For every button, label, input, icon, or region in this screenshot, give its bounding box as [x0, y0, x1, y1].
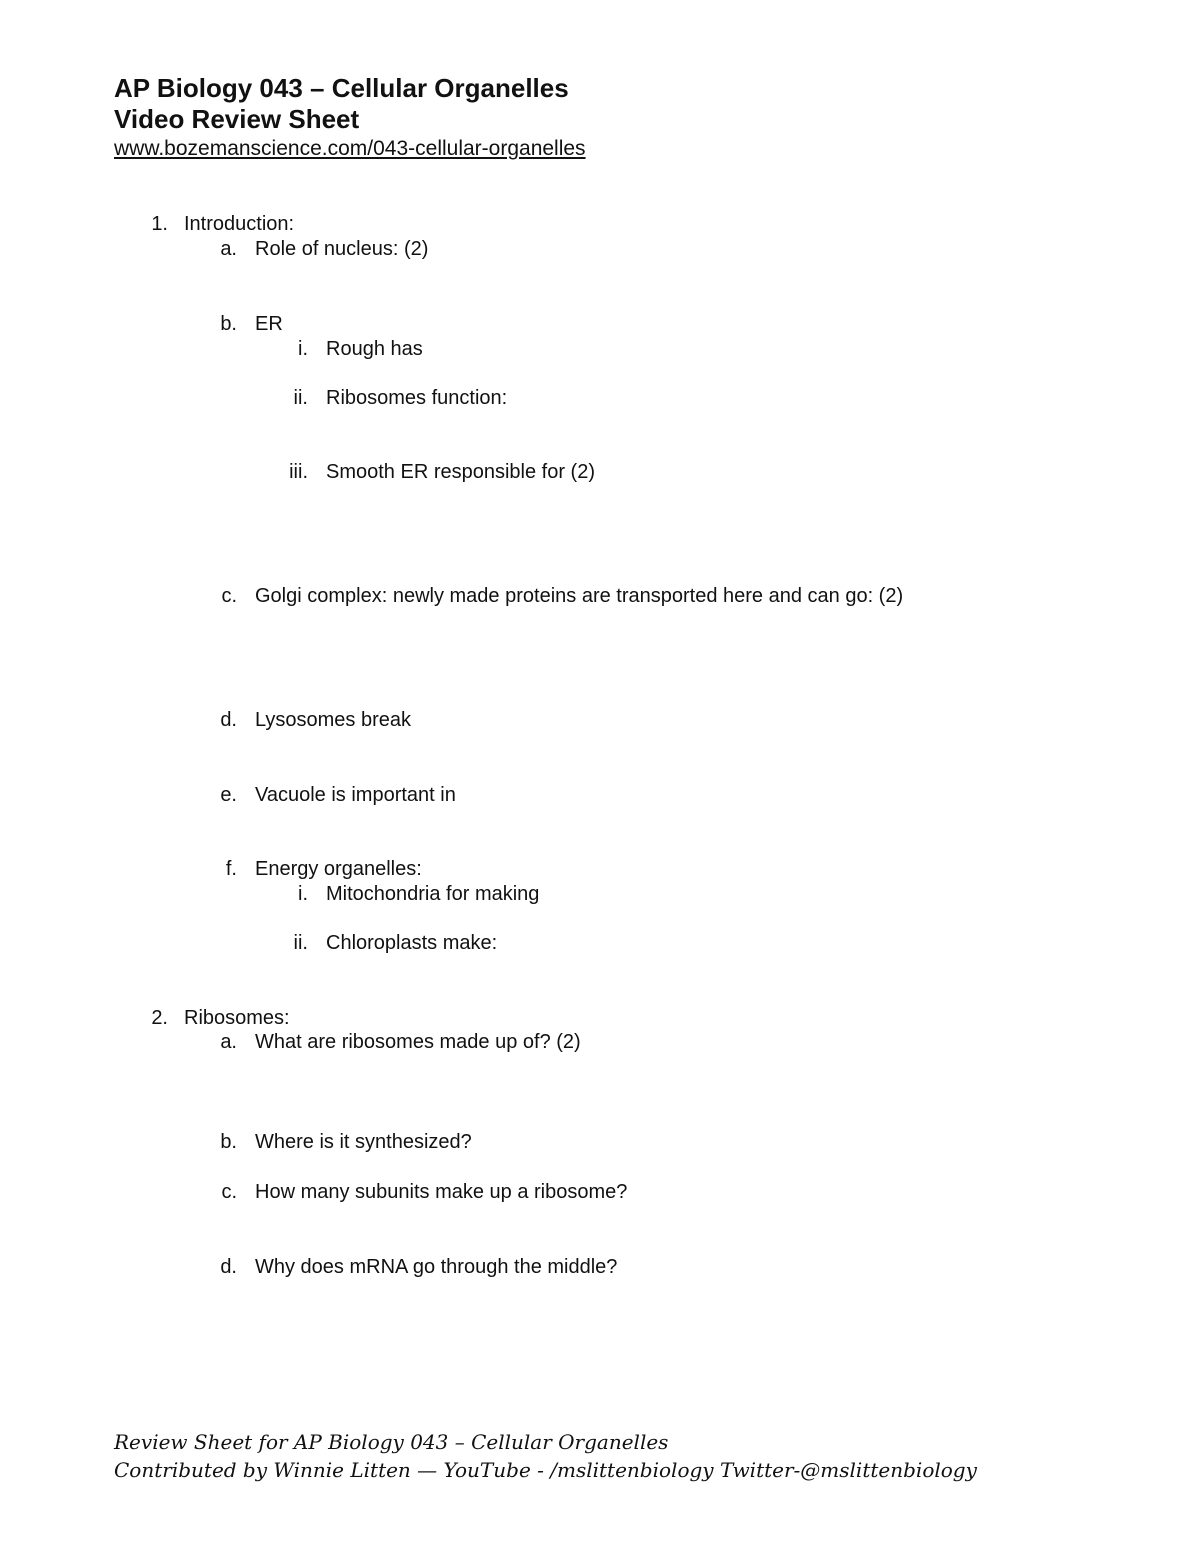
list-marker: ii.: [293, 932, 308, 954]
list-marker: c.: [221, 1181, 237, 1203]
list-marker: b.: [220, 313, 237, 335]
question-text: Golgi complex: newly made proteins are transported here and can go: (2): [255, 585, 904, 607]
section-label: Ribosomes:: [184, 1007, 290, 1029]
question-text: Smooth ER responsible for (2): [326, 461, 596, 483]
question-text: How many subunits make up a ribosome?: [255, 1181, 628, 1203]
question-text: What are ribosomes made up of? (2): [255, 1031, 581, 1053]
list-marker: ii.: [293, 387, 308, 409]
source-url-link[interactable]: www.bozemanscience.com/043-cellular-organelles: [114, 137, 586, 160]
question-text: Energy organelles:: [255, 858, 422, 880]
list-marker: d.: [220, 709, 237, 731]
question-text: Why does mRNA go through the middle?: [255, 1256, 618, 1278]
question-text: Ribosomes function:: [326, 387, 508, 409]
list-marker: b.: [220, 1131, 237, 1153]
question-text: Role of nucleus: (2): [255, 238, 429, 260]
question-text: Mitochondria for making: [326, 883, 540, 905]
question-text: Rough has: [326, 338, 423, 360]
list-marker: c.: [221, 585, 237, 607]
question-text: Chloroplasts make:: [326, 932, 498, 954]
list-marker: a.: [220, 1031, 237, 1053]
section-label: Introduction:: [184, 213, 295, 235]
list-marker: 2.: [151, 1007, 168, 1029]
list-marker: i.: [298, 883, 308, 905]
page-title: AP Biology 043 – Cellular Organelles: [114, 73, 569, 103]
list-marker: e.: [220, 784, 237, 806]
question-text: Lysosomes break: [255, 709, 411, 731]
list-marker: iii.: [289, 461, 308, 483]
question-text: Where is it synthesized?: [255, 1131, 472, 1153]
footer-credits-line: Contributed by Winnie Litten — YouTube - /mslittenbiology Twitter-@mslittenbiology: [114, 1458, 977, 1482]
footer-review-sheet-line: Review Sheet for AP Biology 043 – Cellular Organelles: [114, 1430, 669, 1454]
page-subtitle: Video Review Sheet: [114, 104, 360, 134]
list-marker: a.: [220, 238, 237, 260]
list-marker: 1.: [151, 213, 168, 235]
question-text: ER: [255, 313, 283, 335]
list-marker: d.: [220, 1256, 237, 1278]
list-marker: f.: [225, 858, 237, 880]
question-text: Vacuole is important in: [255, 784, 456, 806]
list-marker: i.: [298, 338, 308, 360]
